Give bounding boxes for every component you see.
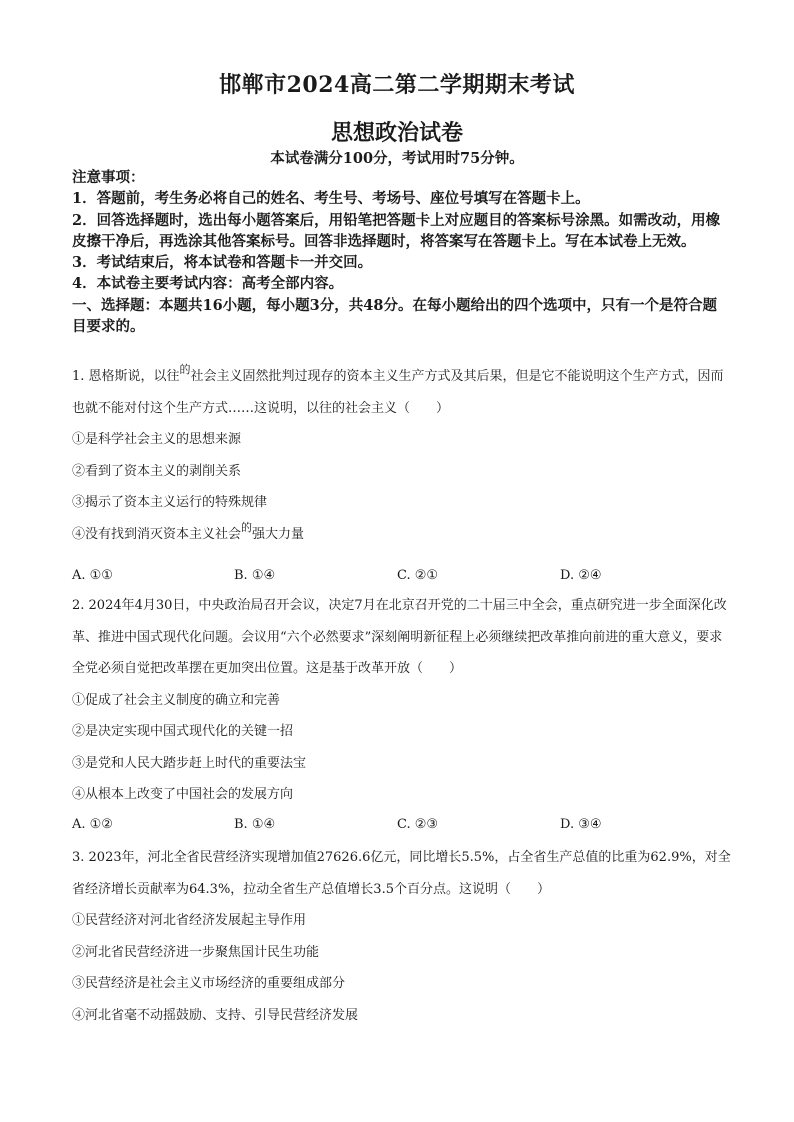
answer-options bbox=[72, 566, 732, 586]
statement: ③是党和人民大踏步赶上时代的重要法宝 bbox=[72, 755, 307, 771]
option-c: C. ②③ bbox=[397, 817, 439, 832]
subject-title: 思想政治试卷 bbox=[330, 120, 463, 146]
option-b: B. ①④ bbox=[234, 568, 276, 583]
statement: ①是科学社会主义的思想来源 bbox=[72, 432, 242, 447]
instructions bbox=[72, 167, 722, 337]
option-a: A. ①② bbox=[72, 817, 113, 832]
statement: ③揭示了资本主义运行的特殊规律 bbox=[72, 495, 268, 510]
question-2 bbox=[72, 590, 732, 811]
answer-options bbox=[72, 815, 732, 835]
instruction-item: 4．本试卷主要考试内容：高考全部内容。 bbox=[72, 275, 344, 293]
option-a: A. ①① bbox=[72, 568, 113, 583]
exam-info: 本试卷满分100分，考试用时75分钟。 bbox=[270, 150, 524, 167]
question-stem: 2. 2024年4月30日，中央政治局召开会议，决定7月在北京召开党的二十届三中全会，重点研究进一步全面深化改革、推进中国式现代化问题。会议用“六个必然要求”深刻阐明新征程上必须继续把改革推向前进的重大意义，要求全党必须自觉把改革摆在更加突出位置。这是基于改革开放（ ） bbox=[72, 598, 727, 676]
section-heading: 一、选择题：本题共16小题，每小题3分，共48分。在每小题给出的四个选项中，只有一个是符合题目要求的。 bbox=[72, 296, 717, 336]
option-c: C. ②① bbox=[397, 568, 439, 583]
instructions-heading: 注意事项： bbox=[72, 169, 145, 186]
option-d: D. ②④ bbox=[560, 568, 602, 583]
statement: ①促成了社会主义制度的确立和完善 bbox=[72, 692, 281, 708]
question-1 bbox=[72, 361, 732, 550]
statement: ①民营经济对河北省经济发展起主导作用 bbox=[72, 913, 307, 928]
statement: ②是决定实现中国式现代化的关键一招 bbox=[72, 724, 294, 739]
instruction-item: 3．考试结束后，将本试卷和答题卡一并交回。 bbox=[72, 254, 373, 272]
question-stem: 1. 恩格斯说，以往$^的$社会主义固然批判过现存的资本主义生产方式及其后果，但是它不能说明这个生产方式，因而也就不能对付这个生产方式……这说明，以往的社会主义（ ） bbox=[72, 363, 724, 416]
statement: ④没有找到消灭资本主义社会$^的$强大力量 bbox=[72, 520, 305, 542]
option-d: D. ③④ bbox=[560, 817, 602, 832]
statement: ④河北省毫不动摇鼓励、支持、引导民营经济发展 bbox=[72, 1007, 359, 1023]
instruction-item: 1．答题前，考生务必将自己的姓名、考生号、考场号、座位号填写在答题卡上。 bbox=[72, 190, 590, 208]
option-b: B. ①④ bbox=[234, 817, 276, 832]
statement: ③民营经济是社会主义市场经济的重要组成部分 bbox=[72, 976, 346, 991]
question-3 bbox=[72, 842, 732, 1031]
statement: ④从根本上改变了中国社会的发展方向 bbox=[72, 787, 294, 802]
question-stem: 3. 2023年，河北全省民营经济实现增加值27626.6亿元，同比增长5.5%，占全省生产总值的比重为62.9%，对全省经济增长贡献率为64.3%，拉动全省生产总值增长3.5个百分点。这说明（ ） bbox=[72, 850, 731, 897]
instruction-item: 2．回答选择题时，选出每小题答案后，用铅笔把答题卡上对应题目的答案标号涂黑。如需改动，用橡皮擦干净后，再选涂其他答案标号。回答非选择题时，将答案写在答题卡上。写在本试卷上无效。 bbox=[72, 211, 721, 250]
statement: ②看到了资本主义的剥削关系 bbox=[72, 463, 242, 479]
statement: ②河北省民营经济进一步聚焦国计民生功能 bbox=[72, 944, 320, 960]
exam-title: 邯郸市2024高二第二学期期末考试 bbox=[219, 72, 575, 98]
